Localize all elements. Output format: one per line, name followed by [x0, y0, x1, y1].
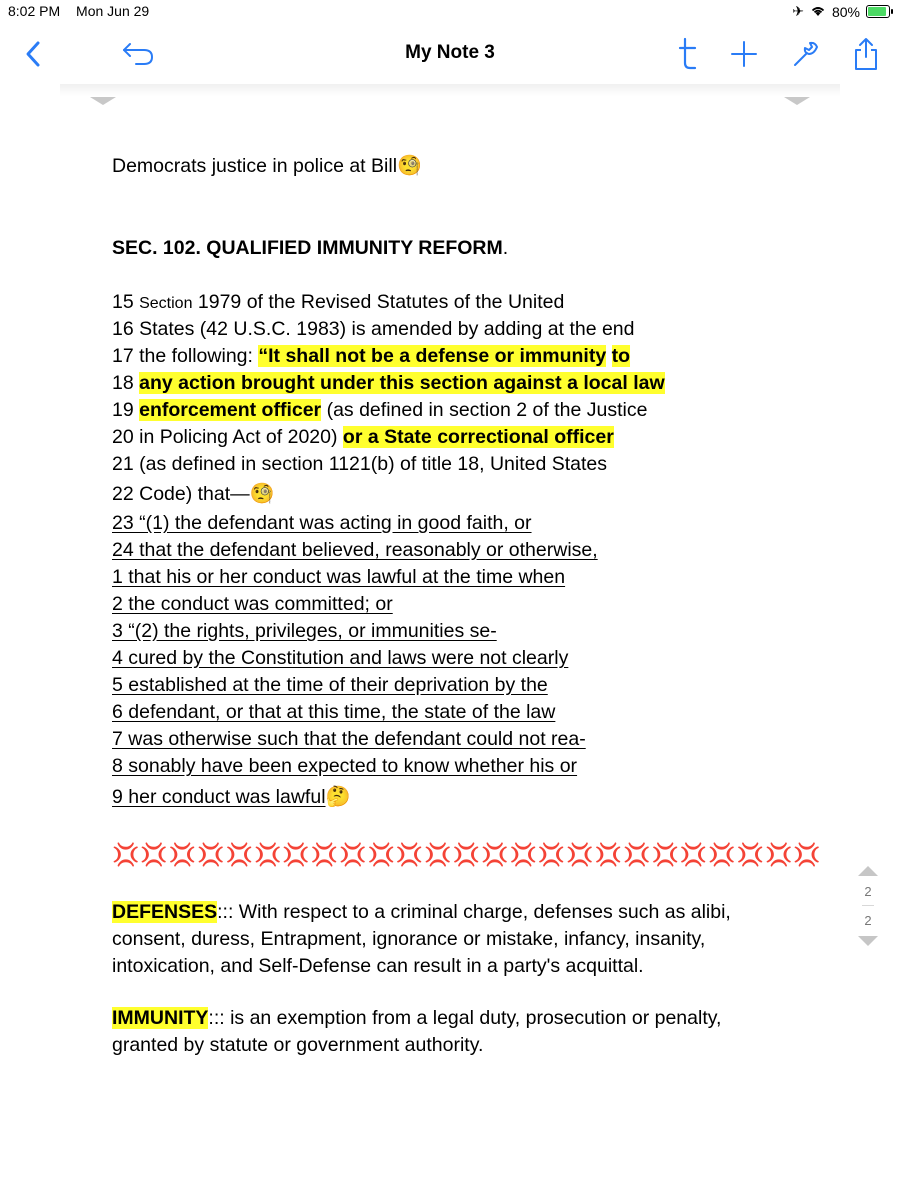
statute-line-6: 6 defendant, or that at this time, the state of the law: [112, 701, 556, 723]
immunity-line-1: IMMUNITY::: is an exemption from a legal duty, prosecution or penalty,: [112, 1007, 722, 1029]
page-total: 2: [864, 913, 872, 928]
note-heading: Democrats justice in police at Bill🧐: [112, 153, 422, 177]
battery-icon: [866, 5, 890, 18]
statute-line-4: 4 cured by the Constitution and laws were not clearly: [112, 647, 569, 669]
airplane-icon: ✈: [792, 3, 804, 19]
statute-line-15: 15 Section 1979 of the Revised Statutes of the United: [112, 291, 565, 313]
status-date: Mon Jun 29: [76, 3, 150, 19]
statute-line-21: 21 (as defined in section 1121(b) of title 18, United States: [112, 453, 608, 475]
defenses-line-1: DEFENSES::: With respect to a criminal charge, defenses such as alibi,: [112, 901, 731, 923]
statute-line-2: 2 the conduct was committed; or: [112, 593, 393, 615]
statute-line-1: 1 that his or her conduct was lawful at the time when: [112, 566, 566, 588]
status-bar: [0, 0, 900, 24]
monocle-emoji: 🧐: [397, 153, 422, 177]
anger-symbol-row: 💢💢💢💢💢💢💢💢💢💢💢💢💢💢💢💢💢💢💢💢💢💢💢💢💢: [112, 842, 822, 867]
statute-line-5: 5 established at the time of their deprivation by the: [112, 674, 548, 696]
immunity-term: IMMUNITY: [112, 1007, 209, 1029]
section-title: SEC. 102. QUALIFIED IMMUNITY REFORM.: [112, 237, 509, 259]
thinking-emoji: 🤔: [325, 784, 351, 808]
statute-line-19: 19 enforcement officer (as defined in section 2 of the Justice: [112, 399, 648, 421]
defenses-line-2: consent, duress, Entrapment, ignorance or mistake, infancy, insanity,: [112, 928, 706, 950]
page-down-icon[interactable]: [858, 936, 878, 946]
page-navigator: [858, 866, 878, 946]
statute-line-3: 3 “(2) the rights, privileges, or immunities se-: [112, 620, 497, 642]
margin-marker-right[interactable]: [784, 97, 810, 105]
page-top-edge: [60, 84, 840, 96]
page-up-icon[interactable]: [858, 866, 878, 876]
defenses-line-3: intoxication, and Self-Defense can result in a party's acquittal.: [112, 955, 644, 977]
statute-line-16: 16 States (42 U.S.C. 1983) is amended by adding at the end: [112, 318, 635, 340]
note-title: My Note 3: [405, 42, 495, 63]
wifi-icon: [810, 4, 826, 20]
statute-line-8: 8 sonably have been expected to know whether his or: [112, 755, 578, 777]
statute-line-22: 22 Code) that—🧐: [112, 481, 275, 505]
statute-line-23: 23 “(1) the defendant was acting in good faith, or: [112, 512, 532, 534]
statute-line-20: 20 in Policing Act of 2020) or a State correctional officer: [112, 426, 614, 448]
defenses-term: DEFENSES: [112, 901, 218, 923]
statute-line-9: 9 her conduct was lawful🤔: [112, 784, 351, 808]
page-separator: ------: [862, 903, 874, 909]
monocle-emoji: 🧐: [249, 481, 275, 505]
battery-percent: 80%: [831, 3, 860, 20]
status-time: 8:02 PM: [8, 3, 61, 19]
statute-line-7: 7 was otherwise such that the defendant could not rea-: [112, 728, 586, 750]
immunity-line-2: granted by statute or government authority.: [112, 1034, 484, 1056]
statute-line-24: 24 that the defendant believed, reasonably or otherwise,: [112, 539, 598, 561]
statute-line-17: 17 the following: “It shall not be a defense or immunity to: [112, 345, 630, 367]
statute-line-18: 18 any action brought under this section against a local law: [112, 372, 665, 394]
page-current: 2: [864, 884, 872, 899]
margin-marker-left[interactable]: [90, 97, 116, 105]
